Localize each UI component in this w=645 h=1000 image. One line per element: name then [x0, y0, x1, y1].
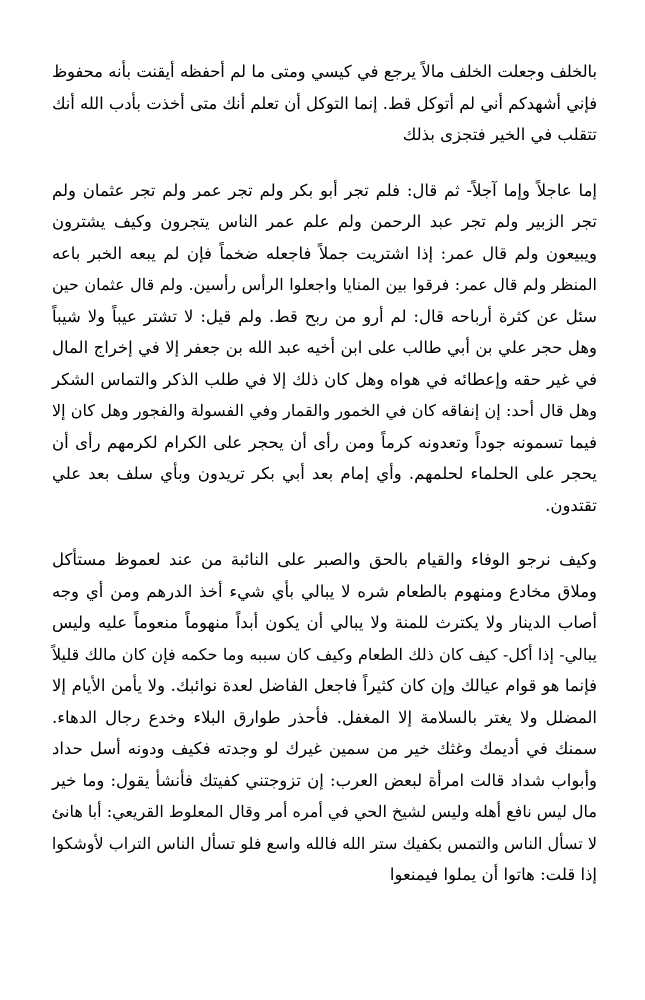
- text-line: في غير حقه وإعطائه في هواه وهل كان ذلك إلا في طلب الذكر والتماس الشكر: [52, 369, 597, 389]
- text-line: إذا قلت: هاتوا أن يملوا فيمنعوا: [389, 865, 597, 884]
- text-line: فإنما هو قوام عيالك وإن كان كثيراً فاجعل الفاضل لعدة نوائبك. ولا يأمن الأيام إلا: [52, 676, 597, 695]
- text-line: وملاق مخادع ومنهوم بالطعام شره لا يبالي بأي شيء أخذ الدرهم ومن أي وجه: [52, 581, 597, 601]
- paragraph-2: [52, 175, 597, 522]
- text-line: تقتدون.: [545, 495, 597, 515]
- text-line: فيما تسمونه جوداً وتعدونه كرماً ومن رأى أن يحجر على الكرام لكرمهم رأى أن: [52, 432, 597, 452]
- text-line: سمنك في أديمك وغثك خير من سمين غيرك لو وجدته فكيف ودونه أسل حداد: [52, 739, 597, 758]
- text-line: المنظر ولم قال عمر: فرقوا بين المنايا واجعلوا الرأس رأسين. ولم قال عثمان حين: [52, 275, 597, 294]
- text-line: ويبيعون ولم قال عمر: إذا اشتريت جملاً فاجعله ضخماً فإن لم يبعه الخبر باعه: [52, 243, 597, 263]
- text-line: المضلل ولا يغتر بالسلامة إلا المغفل. فأحذر طوارق البلاء وخدع رجال الدهاء.: [52, 707, 597, 727]
- text-line: لا تسأل الناس والتمس بكفيك ستر الله فالله واسع فلو تسأل الناس التراب لأوشكوا: [51, 833, 597, 853]
- text-line: مال ليس نافع أهله وليس لشيخ الحي في أمره أمر وقال المعلوط القريعي: أبا هانئ: [51, 802, 597, 821]
- text-line: يبالي- إذا أكل- كيف كان ذلك الطعام وكيف كان سببه وما حكمه فإن كان مالك قليلاً: [52, 644, 597, 664]
- text-line: تجر الزبير ولم تجر عبد الرحمن ولم علم عمر الناس يتجرون وكيف يشترون: [52, 212, 597, 231]
- text-line: سئل عن كثرة أرباحه قال: لم أرو من ربح قط. ولم قيل: لا تشتر عيباً ولا شيباً: [52, 306, 597, 326]
- paragraph-gap: [52, 521, 597, 544]
- text-line: بالخلف وجعلت الخلف مالاً يرجع في كيسي ومتى ما لم أحفظه أيقنت بأنه محفوظ: [52, 62, 597, 81]
- text-line: وهل حجر علي بن أبي طالب على ابن أخيه عبد الله بن جعفر إلا في إخراج المال: [52, 338, 597, 357]
- text-line: يحجر على الحلماء لحلمهم. وأي إمام بعد أبي بكر تريدون وبأي سلف بعد علي: [52, 464, 597, 483]
- text-line: أصاب الدينار ولا يكترث للمنة ولا يبالي أن يكون أبداً منهوماً منعوماً عليه وليس: [52, 613, 597, 632]
- paragraph-1: [52, 56, 597, 151]
- text-line: فإني أشهدكم أني لم أتوكل قط. إنما التوكل أن تعلم أنك متى أخذت بأدب الله أنك: [52, 93, 597, 113]
- paragraph-3: [52, 544, 597, 891]
- text-line: تتقلب في الخير فتجزى بذلك: [402, 125, 597, 144]
- document-page: [52, 56, 597, 891]
- text-line: وكيف نرجو الوفاء والقيام بالحق والصبر على النائبة من عند لعموظ مستأكل: [52, 550, 597, 569]
- text-line: إما عاجلاً وإما آجلاً- ثم قال: فلم تجر أبو بكر ولم تجر عمر ولم تجر عثمان ولم: [52, 180, 597, 200]
- text-line: وهل قال أحد: إن إنفاقه كان في الخمور والقمار وفي الفسولة والفجور وهل كان إلا: [52, 401, 597, 420]
- paragraph-gap: [52, 151, 597, 175]
- text-line: وأبواب شداد قالت امرأة لبعض العرب: إن تزوجتني كفيتك فأنشأ يقول: وما خير: [52, 770, 597, 790]
